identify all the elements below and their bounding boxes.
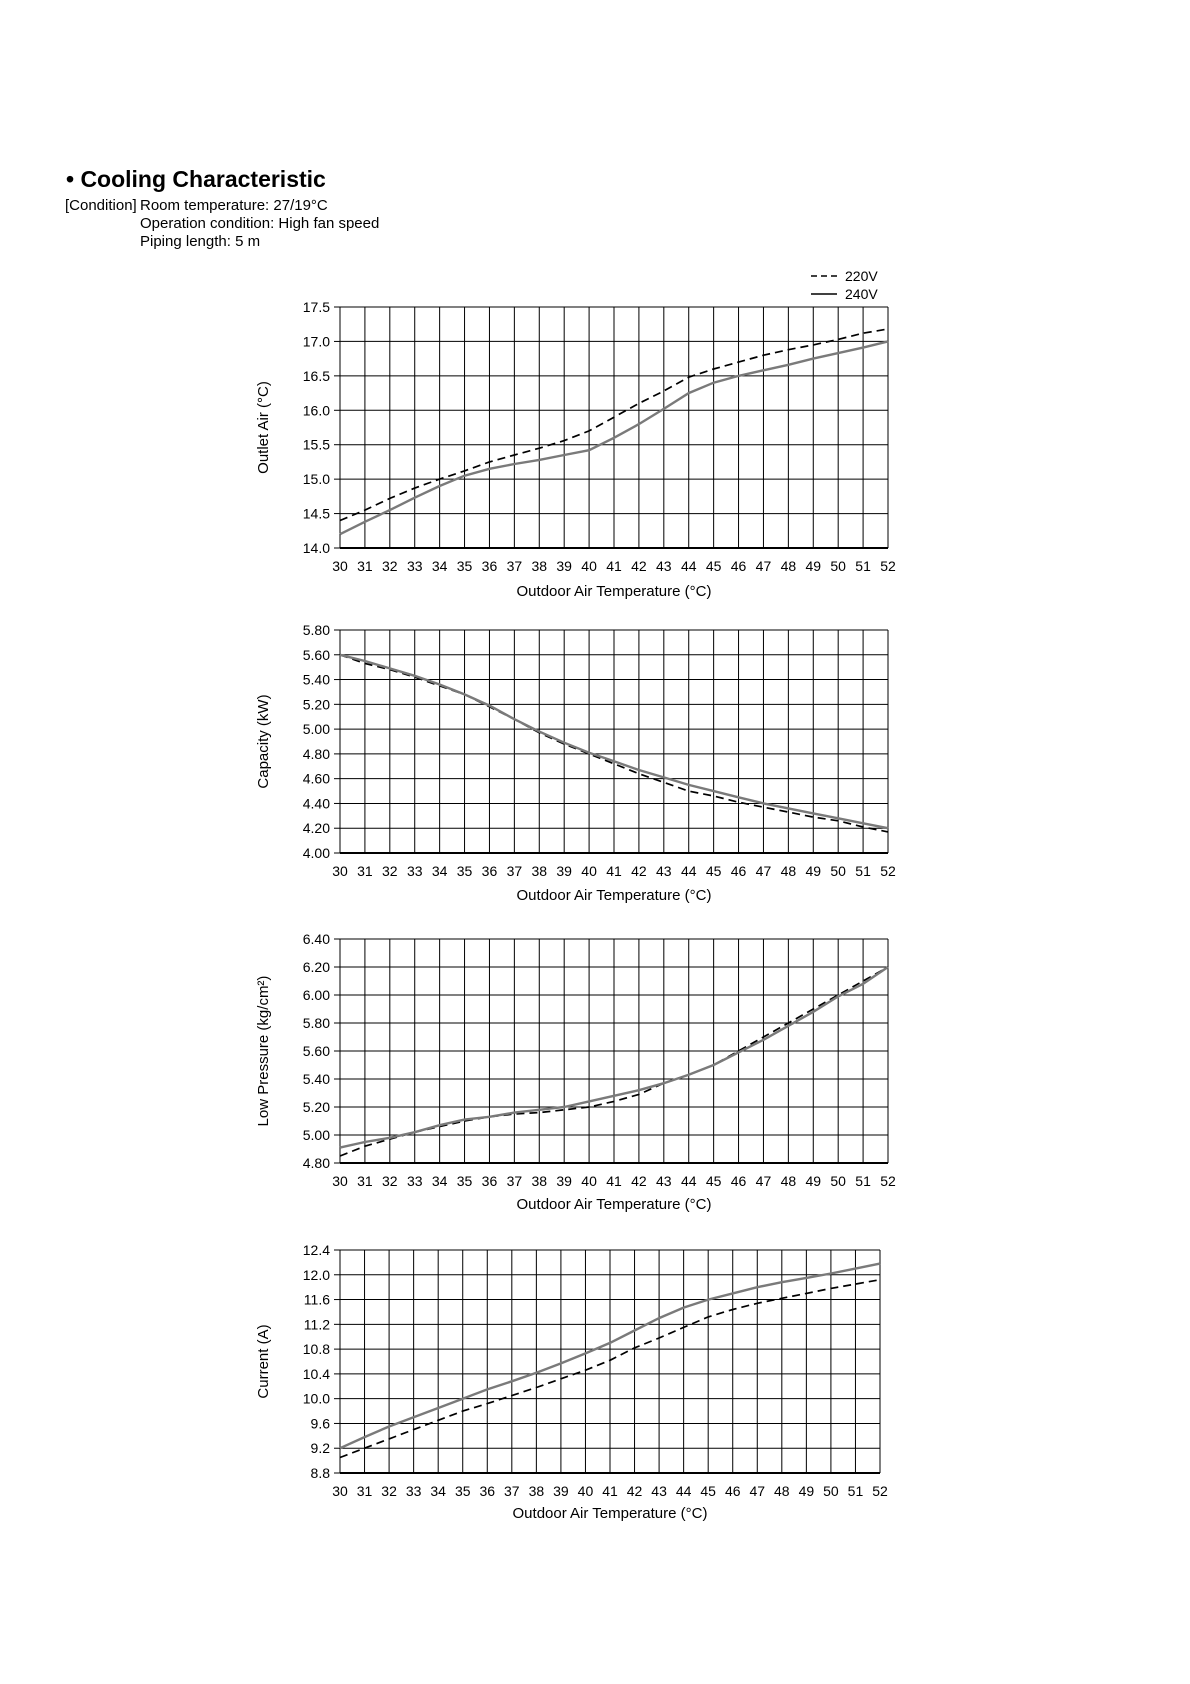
- x-tick-label: 50: [830, 1173, 846, 1189]
- y-tick-label: 6.40: [302, 931, 330, 947]
- x-tick-label: 31: [357, 1173, 373, 1189]
- x-tick-label: 37: [504, 1483, 520, 1499]
- x-tick-label: 42: [631, 558, 647, 574]
- chart-3: [255, 931, 896, 1213]
- x-tick-label: 43: [656, 558, 672, 574]
- x-tick-label: 34: [431, 1173, 448, 1189]
- x-tick-label: 51: [855, 558, 871, 574]
- x-tick-label: 41: [606, 1173, 622, 1189]
- condition-piping-length: Piping length: 5 m: [140, 233, 261, 250]
- x-tick-label: 34: [430, 1483, 446, 1499]
- y-tick-label: 4.00: [302, 845, 330, 861]
- x-tick-label: 40: [577, 1483, 594, 1499]
- x-tick-label: 34: [431, 863, 448, 879]
- y-axis-title: Capacity (kW): [255, 694, 272, 789]
- x-tick-label: 51: [855, 1173, 871, 1189]
- x-tick-label: 51: [847, 1483, 864, 1499]
- x-tick-label: 30: [332, 1173, 348, 1189]
- x-tick-label: 51: [855, 863, 871, 879]
- x-tick-label: 48: [780, 1173, 797, 1189]
- y-axis-title: Outlet Air (°C): [255, 381, 272, 474]
- x-tick-label: 37: [506, 1173, 523, 1189]
- x-tick-label: 36: [481, 558, 498, 574]
- x-tick-label: 38: [528, 1483, 545, 1499]
- x-tick-label: 49: [805, 558, 822, 574]
- x-tick-label: 36: [481, 1173, 498, 1189]
- x-tick-label: 52: [872, 1483, 888, 1499]
- y-tick-label: 4.60: [302, 770, 330, 787]
- y-tick-label: 4.80: [302, 745, 330, 762]
- x-axis-title: Outdoor Air Temperature (°C): [516, 887, 712, 904]
- x-tick-label: 31: [356, 1483, 373, 1499]
- x-tick-label: 39: [556, 863, 572, 879]
- x-tick-label: 47: [755, 558, 772, 574]
- x-tick-label: 50: [830, 863, 846, 879]
- x-tick-label: 41: [602, 1483, 618, 1499]
- x-tick-label: 35: [456, 1173, 473, 1189]
- x-tick-label: 45: [700, 1483, 716, 1499]
- x-tick-label: 49: [805, 863, 822, 879]
- x-tick-label: 45: [705, 1173, 722, 1189]
- y-axis-title: Current (A): [255, 1324, 272, 1399]
- x-tick-label: 47: [755, 863, 772, 879]
- x-tick-label: 38: [531, 1173, 548, 1189]
- x-tick-label: 41: [606, 558, 622, 574]
- x-tick-label: 43: [656, 1173, 672, 1189]
- y-tick-label: 15.0: [302, 471, 330, 488]
- y-tick-label: 11.2: [303, 1316, 330, 1333]
- x-tick-label: 52: [880, 1173, 896, 1189]
- condition-label: [Condition]: [65, 197, 137, 214]
- x-tick-label: 41: [606, 863, 622, 879]
- x-tick-label: 46: [730, 558, 747, 574]
- x-tick-label: 36: [479, 1483, 496, 1499]
- x-tick-label: 34: [431, 558, 448, 574]
- x-tick-label: 37: [506, 558, 523, 574]
- x-tick-label: 50: [830, 558, 846, 574]
- x-tick-label: 49: [805, 1173, 822, 1189]
- x-tick-label: 40: [581, 863, 597, 879]
- y-tick-label: 5.20: [302, 1099, 330, 1115]
- x-tick-label: 48: [774, 1483, 790, 1499]
- y-tick-label: 16.5: [302, 367, 330, 384]
- x-tick-label: 46: [724, 1483, 741, 1499]
- x-tick-label: 32: [382, 558, 398, 574]
- x-tick-label: 40: [581, 1173, 597, 1189]
- x-tick-label: 48: [780, 558, 797, 574]
- x-tick-label: 35: [456, 863, 473, 879]
- x-tick-label: 35: [454, 1483, 471, 1499]
- x-tick-label: 47: [755, 1173, 772, 1189]
- x-tick-label: 42: [626, 1483, 643, 1499]
- y-tick-label: 4.20: [302, 820, 330, 837]
- x-tick-label: 33: [406, 1173, 423, 1189]
- y-tick-label: 5.60: [302, 646, 330, 663]
- x-tick-label: 37: [506, 863, 523, 879]
- y-tick-label: 5.00: [302, 721, 330, 738]
- y-tick-label: 9.6: [310, 1415, 330, 1432]
- y-tick-label: 10.4: [302, 1365, 330, 1382]
- x-tick-label: 50: [823, 1483, 839, 1499]
- legend: [811, 268, 878, 302]
- x-tick-label: 31: [357, 863, 373, 879]
- y-tick-label: 5.40: [302, 671, 330, 688]
- legend-solid-label: 240V: [845, 286, 878, 302]
- x-tick-label: 30: [332, 558, 348, 574]
- page-title: • Cooling Characteristic: [66, 166, 326, 192]
- condition-room-temperature: Room temperature: 27/19°C: [140, 197, 328, 214]
- x-tick-label: 38: [531, 863, 548, 879]
- y-tick-label: 10.0: [302, 1390, 330, 1407]
- y-tick-label: 5.60: [302, 1043, 330, 1059]
- chart-1: [255, 299, 896, 600]
- x-tick-label: 45: [705, 558, 722, 574]
- y-tick-label: 17.5: [302, 299, 330, 315]
- y-tick-label: 10.8: [302, 1341, 330, 1358]
- y-tick-label: 12.4: [302, 1242, 330, 1258]
- x-tick-label: 46: [730, 863, 747, 879]
- legend-dashed-label: 220V: [845, 268, 878, 284]
- x-tick-label: 48: [780, 863, 797, 879]
- x-tick-label: 49: [798, 1483, 815, 1499]
- x-axis-title: Outdoor Air Temperature (°C): [516, 583, 712, 600]
- x-tick-label: 42: [631, 863, 647, 879]
- y-tick-label: 5.40: [302, 1071, 330, 1087]
- x-tick-label: 30: [332, 1483, 348, 1499]
- y-tick-label: 14.0: [302, 540, 330, 556]
- x-tick-label: 52: [880, 558, 896, 574]
- x-tick-label: 33: [405, 1483, 422, 1499]
- y-tick-label: 5.80: [302, 622, 330, 638]
- y-tick-label: 5.20: [302, 696, 330, 713]
- x-tick-label: 46: [730, 1173, 747, 1189]
- x-tick-label: 32: [382, 1173, 398, 1189]
- x-tick-label: 33: [406, 863, 423, 879]
- x-tick-label: 44: [680, 558, 697, 574]
- condition-operation: Operation condition: High fan speed: [140, 215, 380, 232]
- y-tick-label: 4.40: [302, 795, 330, 812]
- y-tick-label: 5.00: [302, 1127, 330, 1143]
- y-tick-label: 14.5: [302, 505, 330, 522]
- y-tick-label: 15.5: [302, 436, 330, 453]
- y-axis-title: Low Pressure (kg/cm²): [255, 975, 272, 1127]
- x-tick-label: 32: [382, 863, 398, 879]
- x-tick-label: 44: [675, 1483, 692, 1499]
- y-tick-label: 6.20: [302, 959, 330, 975]
- x-tick-label: 38: [531, 558, 548, 574]
- x-axis-title: Outdoor Air Temperature (°C): [516, 1196, 712, 1213]
- x-tick-label: 39: [556, 558, 572, 574]
- y-tick-label: 5.80: [302, 1015, 330, 1031]
- y-tick-label: 16.0: [302, 402, 330, 419]
- x-tick-label: 33: [406, 558, 423, 574]
- y-tick-label: 4.80: [302, 1155, 330, 1171]
- x-tick-label: 32: [381, 1483, 397, 1499]
- x-tick-label: 52: [880, 863, 896, 879]
- x-tick-label: 42: [631, 1173, 647, 1189]
- x-tick-label: 43: [651, 1483, 667, 1499]
- y-tick-label: 17.0: [302, 333, 330, 350]
- x-tick-label: 47: [749, 1483, 766, 1499]
- x-tick-label: 44: [680, 863, 697, 879]
- chart-4: [255, 1242, 888, 1522]
- y-tick-label: 11.6: [303, 1291, 330, 1308]
- x-axis-title: Outdoor Air Temperature (°C): [512, 1505, 708, 1522]
- x-tick-label: 30: [332, 863, 348, 879]
- x-tick-label: 39: [553, 1483, 569, 1499]
- y-tick-label: 9.2: [310, 1440, 330, 1457]
- y-tick-label: 6.00: [302, 987, 330, 1003]
- x-tick-label: 39: [556, 1173, 572, 1189]
- y-tick-label: 12.0: [302, 1266, 330, 1283]
- x-tick-label: 35: [456, 558, 473, 574]
- x-tick-label: 43: [656, 863, 672, 879]
- x-tick-label: 45: [705, 863, 722, 879]
- x-tick-label: 44: [680, 1173, 697, 1189]
- chart-2: [255, 622, 896, 904]
- x-tick-label: 36: [481, 863, 498, 879]
- x-tick-label: 40: [581, 558, 597, 574]
- y-tick-label: 8.8: [310, 1465, 330, 1481]
- x-tick-label: 31: [357, 558, 373, 574]
